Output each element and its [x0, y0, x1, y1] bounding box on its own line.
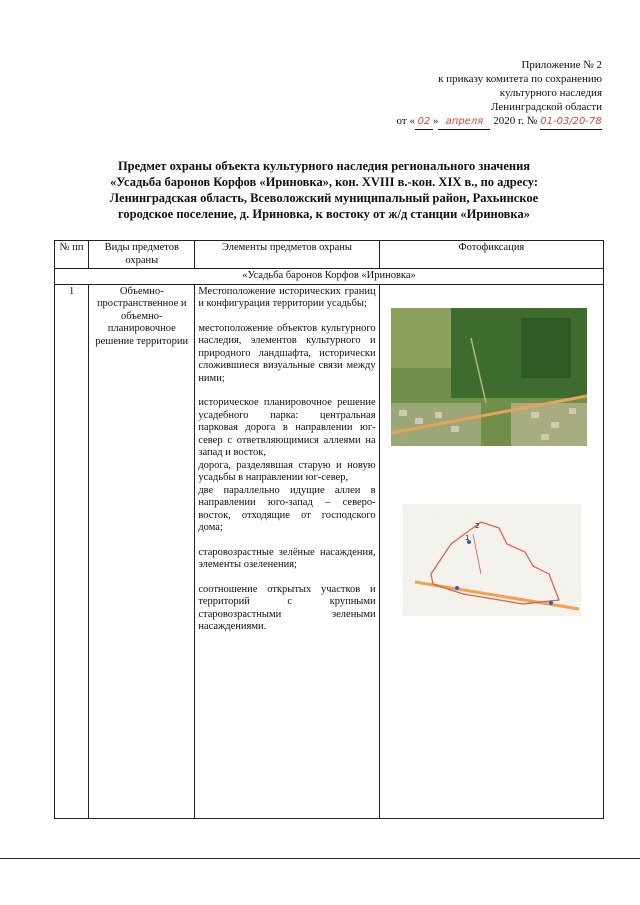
site-plan-map	[403, 504, 581, 616]
element-p2: местоположение объектов культурного наследия, элементов культурного и природного ландшафта, исторически сложившиеся визуальные связи между ними;	[198, 322, 376, 384]
element-p3c: две параллельно идущие аллеи в направлении юго-запад – северо-восток, отходящие от господского дома;	[198, 484, 376, 533]
appendix-committee: культурного наследия	[499, 87, 602, 99]
row-photos	[379, 284, 603, 818]
map-label-2: 2	[474, 521, 480, 530]
section-row	[55, 269, 604, 285]
date-year: 2020 г. №	[493, 115, 538, 127]
element-p3a: историческое планировочное решение усадебного парка: центральная парковая дорога в направлении юг-север с ответвляющимися аллеями на запад и восток,	[198, 397, 376, 458]
aerial-photo	[391, 308, 587, 446]
table-row	[55, 284, 604, 818]
date-day: 02	[415, 115, 433, 130]
section-title: «Усадьба баронов Корфов «Ириновка»	[55, 269, 604, 285]
table-header-row	[55, 241, 604, 269]
header-num: № пп	[55, 241, 89, 269]
row-number: 1	[55, 284, 89, 818]
protection-table	[54, 240, 604, 819]
header-photo: Фотофиксация	[379, 241, 603, 269]
order-number: 01-03/20-78	[540, 115, 602, 130]
title-line-4: городское поселение, д. Ириновка, к востоку от ж/д станции «Ириновка»	[118, 207, 530, 221]
date-month: апреля	[438, 115, 490, 130]
header-elements: Элементы предметов охраны	[195, 241, 379, 269]
map-label-1: 1	[464, 533, 470, 542]
appendix-date-line	[397, 114, 602, 130]
row-elements	[195, 284, 379, 818]
header-types: Виды предметов охраны	[89, 241, 195, 269]
date-prefix: от «	[396, 115, 415, 127]
title-line-2: «Усадьба баронов Корфов «Ириновка», кон. XVIII в.-кон. XIX в., по адресу:	[109, 175, 539, 189]
date-mid: »	[432, 115, 439, 127]
title-line-1: Предмет охраны объекта культурного наследия регионального значения	[117, 159, 531, 173]
element-p4: старовозрастные зелёные насаждения, элементы озеленения;	[198, 546, 376, 570]
appendix-block	[397, 58, 602, 130]
appendix-region: Ленинградской области	[491, 101, 602, 113]
bottom-divider	[0, 858, 640, 859]
document-title	[40, 158, 608, 222]
element-p3b: дорога, разделявшая старую и новую усадьбы в направлении юг-север,	[198, 459, 376, 483]
row-type: Объемно-пространственное и объемно-планировочное решение территории	[89, 284, 195, 818]
element-p5: соотношение открытых участков и территорий с крупными старовозрастными зелеными насаждениями.	[198, 583, 376, 632]
appendix-title: Приложение № 2	[521, 59, 602, 71]
title-line-3: Ленинградская область, Всеволожский муниципальный район, Рахьинское	[109, 191, 539, 205]
appendix-order-ref: к приказу комитета по сохранению	[438, 73, 602, 85]
element-p1: Местоположение исторических границ и конфигурация территории усадьбы;	[198, 285, 376, 309]
